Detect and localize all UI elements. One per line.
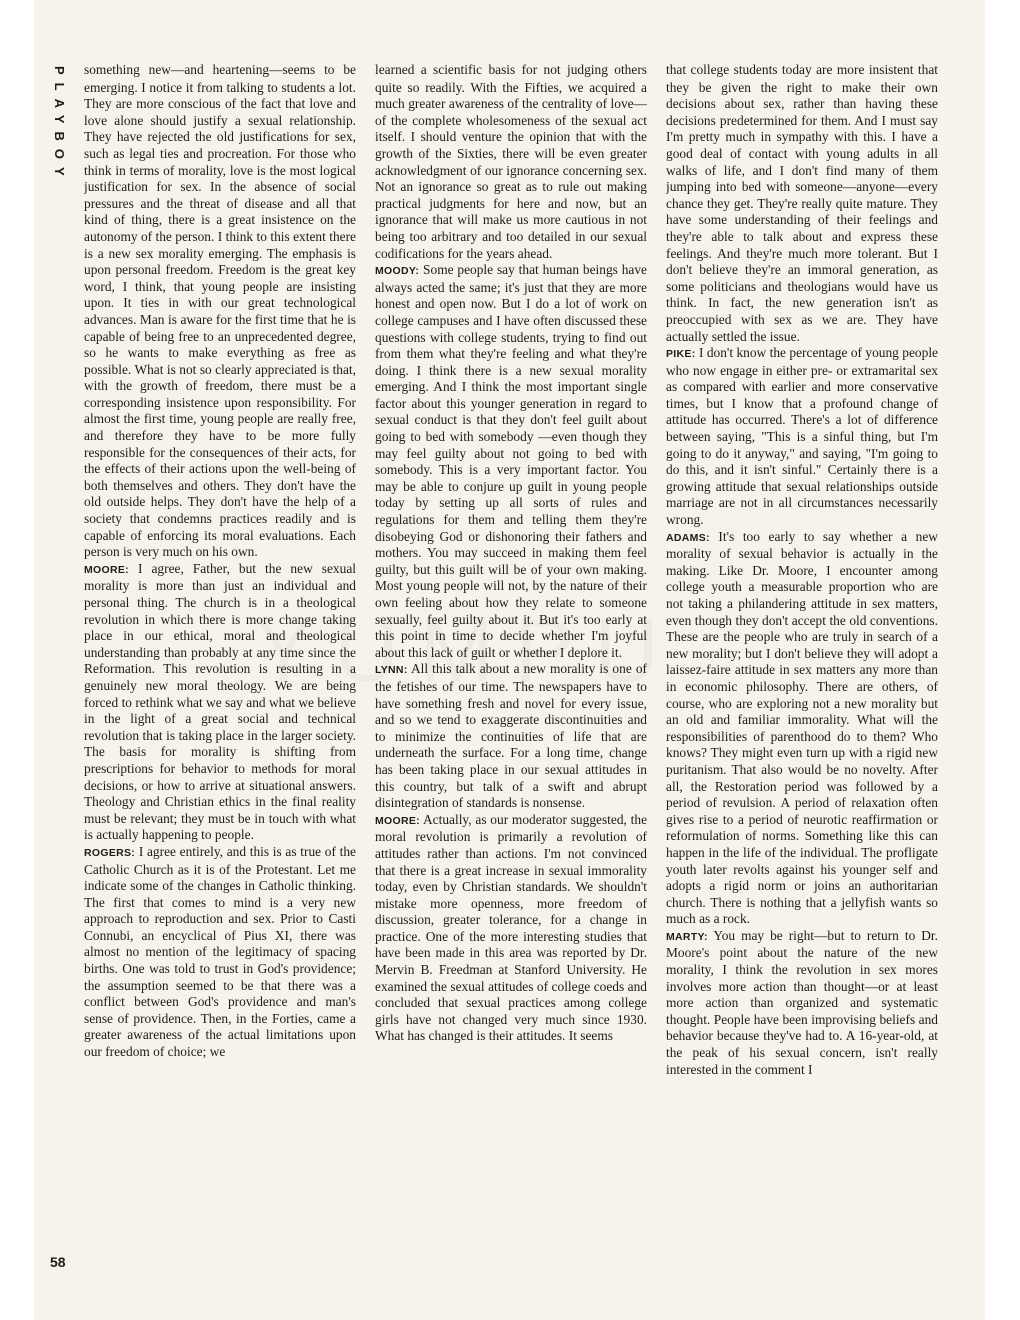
speaker-label: ROGERS: (84, 846, 136, 859)
paragraph (375, 262, 647, 661)
page-number: 58 (50, 1254, 66, 1270)
speaker-label: MOORE: (375, 814, 420, 827)
paragraph (375, 661, 647, 811)
paragraph-text: Some people say that human beings have always acted the same; it's just that they are more honest and open now. But I do a lot of work on college campuses and I have often discussed these questions with college students, trying to find out from them what they're feeling and what they're doing. I think there is a new sexual morality emerging. And I think the most important single factor about this younger generation in regard to sexual conduct is that they don't feel guilt about going to bed with somebody —even though they may feel guilty about not going to bed with somebody. This is a very important factor. You may be able to conjure up guilt in young people today by setting up all sorts of rules and regulations for them and telling them they're disobeying God or dishonoring their fathers and mothers. You may succeed in making them feel guilty, but this guilt will be of your own making. Most young people will not, by the nature of their own feeling about how they relate to someone sexually, feel guilty about it. But it's too early at this point in time to decide whether I'm joyful about this lack of guilt or whether I deplore it. (375, 262, 647, 660)
paragraph-text: I agree entirely, and this is as true of the Catholic Church as it is of the Protestant. Let me indicate some of the changes in Catholic thinking. The first that comes to mind is a very new approach to reproduction and sex. Prior to Casti Connubi, an encyclical of Pius XI, there was almost no mention of the legitimacy of spacing births. One was told to trust in God's providence; the assumption seemed to be that there was a conflict between God's providence and man's sense of providence. Then, in the Forties, came a greater awareness of the actual limitations upon our freedom of choice; we (84, 843, 356, 1060)
running-head (52, 66, 78, 216)
paragraph-text: I don't know the percentage of young people who now engage in either pre- or extramarital sex as compared with earlier and more conservative times, but I know that a profound change of attitude has occurred. There's a lot of difference between saying, "This is a sinful thing, but I'm going to do it anyway," and saying, "I'm going to do this, and it isn't sinful." Certainly there is a growing attitude that sexual relationships outside marriage are not in all circumstances necessarily wrong. (666, 345, 938, 528)
paragraph-text: You may be right—but to return to Dr. Moore's point about the nature of the new morality, I think the revolution in sex mores involves more action than thought—or at least more action than organized and systematic thought. People have been improvising beliefs and behavior because they've had to. A 16-year-old, at the peak of his sexual concern, isn't really interested in the comment I (666, 927, 938, 1077)
speaker-label: MOODY: (375, 265, 420, 278)
text-column-1 (84, 62, 356, 1280)
paragraph-text: something new—and heartening—seems to be emerging. I notice it from talking to students a lot. They are more conscious of the fact that love and love alone should justify a sexual relationship. They have rejected the old justifications for sex, such as legal ties and procreation. For those who think in terms of morality, love is the most logical justification for sex. In the absence of social pressures and the threat of disease and all that kind of thing, there is a great insistence on the autonomy of the person. I think to this extent there is a new sex morality emerging. The emphasis is upon personal freedom. Freedom is the great key word, I think, that young people are insisting upon. It ties in with our great technological advances. Man is aware for the first time that he is capable of being free to an unprecedented degree, so he wants to make everything as free as possible. What is not so clearly appreciated is that, with the growth of freedom, there must be a corresponding insistence upon responsibility. For almost the first time, young people are really free, and therefore they have to be more fully responsible for the consequences of their acts, for the effects of their actions upon the well-being of both themselves and others. They don't have the old outside helps. They don't have the help of a society that condemns practices readily and is capable of enforcing its moral evaluations. Each person is very much on his own. (84, 62, 356, 560)
text-column-2 (375, 62, 647, 1280)
running-head-text: PLAYBOY (52, 66, 67, 184)
paragraph (666, 62, 938, 345)
paragraph (84, 844, 356, 1061)
paragraph (666, 345, 938, 529)
magazine-page (34, 0, 985, 1320)
paragraph-text: learned a scientific basis for not judging others quite so readily. With the Fifties, we acquired a much greater awareness of the centrality of love—of the complete wholesomeness of the sexual act itself. I should venture the opinion that with the growth of the Sixties, there will be even greater acknowledgment of our ignorance concerning sex. Not an ignorance so great as to rule out making practical judgments for here and now, but an ignorance that will make us more cautious in not being too arbitrary and too detailed in our sexual codifications for the years ahead. (375, 62, 647, 261)
paragraph (666, 928, 938, 1078)
speaker-label: ADAMS: (666, 531, 710, 544)
paragraph-text: Actually, as our moderator suggested, the moral revolution is primarily a revolution of attitudes rather than actions. I'm not convinced that there is a great increase in sexual immorality today, even by Christian standards. We shouldn't mistake more openness, more freedom of discussion, greater tolerance, for a change in practice. One of the more interesting studies that have been made in this area was reported by Dr. Mervin B. Freedman at Stanford University. He examined the sexual attitudes of college coeds and concluded that sexual practices among college girls have not changed very much since 1930. What has changed is their attitudes. It seems (375, 811, 647, 1044)
paragraph (375, 812, 647, 1045)
speaker-label: MARTY: (666, 930, 708, 943)
text-column-3 (666, 62, 938, 1280)
paragraph (375, 62, 647, 262)
paragraph (666, 529, 938, 928)
speaker-label: MOORE: (84, 563, 129, 576)
paragraph-text: that college students today are more insistent that they be given the right to make their own decisions about sex, rather than having these decisions predetermined for them. And I must say I'm pretty much in sympathy with this. I have a good deal of contact with young adults in all walks of life, and I don't find many of them jumping into bed with someone—anyone—every chance they get. They're really quite mature. They have some understanding of their feelings and they're able to talk about and express these feelings. And they're much more tolerant. But I don't believe they're an immoral generation, as some politicians and theologians would have us think. In fact, the new generation isn't as preoccupied with sex as we are. They have actually settled the issue. (666, 62, 938, 344)
paragraph-text: All this talk about a new morality is one of the fetishes of our time. The newspapers have to have something fresh and novel for every issue, and so we tend to exaggerate discontinuities and to minimize the continuities of life that are underneath the surface. For a long time, change has been taking place in our sexual attitudes in this country, but talk of a swift and abrupt disintegration of standards is nonsense. (375, 661, 647, 811)
paragraph (84, 561, 356, 844)
paragraph (84, 62, 356, 561)
speaker-label: PIKE: (666, 348, 696, 361)
paragraph-text: I agree, Father, but the new sexual morality is more than just an individual and personal thing. The church is in a theological revolution in which there is more change taking place in our ethical, moral and theological understanding than probably at any time since the Reformation. This revolution is resulting in a genuinely new moral theology. We are being forced to rethink what we say and what we believe in the light of a great social and technical revolution that is taking place in the larger society. The basis for morality is shifting from prescriptions for behavior to methods for moral decisions, or how to arrive at situational answers. Theology and Christian ethics in the final reality must be relevant; they must be in touch with what is actually happening to people. (84, 560, 356, 843)
speaker-label: LYNN: (375, 664, 408, 677)
paragraph-text: It's too early to say whether a new morality of sexual behavior is actually in the making. Like Dr. Moore, I encounter among college youth a measurable proportion who are not taking a philandering attitude in sex matters, even though they don't accept the old conventions. These are the people who are truly in search of a new morality; but I don't believe they will adopt a laissez-faire attitude in sex matters any more than in economic philosophy. There are others, of course, who are exploring not a new morality but an old and familiar immorality. What will the responsibilities of parenthood do to them? Who knows? They might even turn up with a rigid new puritanism. That also would be no novelty. After all, the Restoration period was followed by a period of revulsion. A period of relaxation often gives rise to a period of neurotic reaffirmation or reformulation of norms. Something like this can happen in the life of the individual. The profligate youth later revolts against his younger self and adopts a rigid norm or joins an authoritarian church. There is nothing that a jellyfish wants so much as a rock. (666, 528, 938, 927)
